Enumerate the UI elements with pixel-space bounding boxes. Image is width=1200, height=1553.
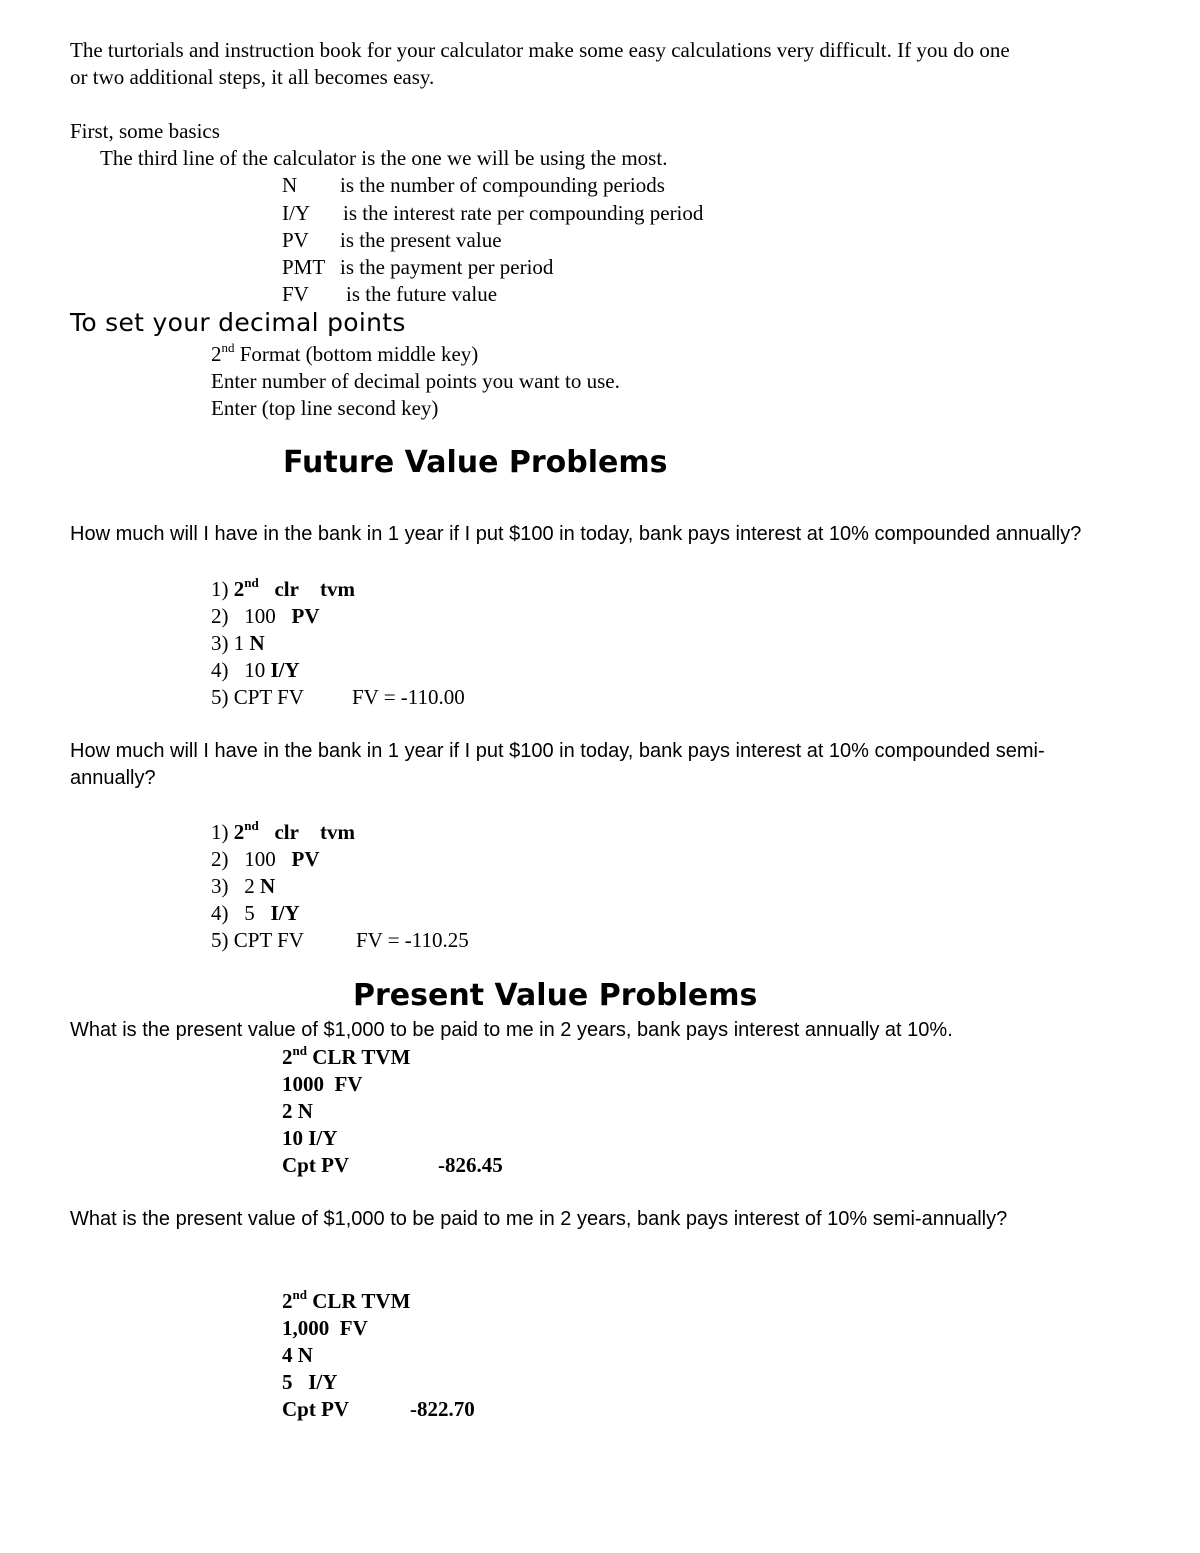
pv2-step-2: 1,000 FV xyxy=(282,1316,368,1340)
fv-section-heading: Future Value Problems xyxy=(283,445,668,480)
fv2-step-2: 2) 100 PV xyxy=(211,847,320,871)
definition-row xyxy=(282,172,665,199)
fv1-result: FV = -110.00 xyxy=(352,685,465,709)
pv1-step-5: Cpt PV xyxy=(282,1153,350,1177)
fv2-result: FV = -110.25 xyxy=(356,928,469,952)
fv2-step-4: 4) 5 I/Y xyxy=(211,901,300,925)
fv1-step-4: 4) 10 I/Y xyxy=(211,658,300,682)
fv-problem-2-question: How much will I have in the bank in 1 year if I put $100 in today, bank pays interest at 10% compounded semi-annually? xyxy=(70,740,1045,789)
pv-problem-2-question: What is the present value of $1,000 to be paid to me in 2 years, bank pays interest of 10% semi-annually? xyxy=(70,1208,1008,1230)
definition-key: PMT xyxy=(282,255,326,279)
definition-key: FV xyxy=(282,282,309,306)
decimal-step-3: Enter (top line second key) xyxy=(211,396,439,420)
fv2-step-1: 1) 2nd clr tvm xyxy=(211,818,355,844)
intro-line-2: or two additional steps, it all becomes easy. xyxy=(70,65,435,89)
pv2-step-3: 4 N xyxy=(282,1343,313,1367)
pv2-result: -822.70 xyxy=(410,1397,475,1421)
definition-row xyxy=(282,200,703,227)
pv1-step-3: 2 N xyxy=(282,1099,313,1123)
definition-row xyxy=(282,254,553,281)
pv2-step-1: 2nd CLR TVM xyxy=(282,1287,411,1313)
decimal-step-2: Enter number of decimal points you want to use. xyxy=(211,369,620,393)
pv1-result: -826.45 xyxy=(438,1153,503,1177)
pv1-step-4: 10 I/Y xyxy=(282,1126,338,1150)
pv2-step-5: Cpt PV xyxy=(282,1397,350,1421)
definition-desc: is the payment per period xyxy=(340,255,554,279)
definition-desc: is the future value xyxy=(346,282,498,306)
fv1-step-2: 2) 100 PV xyxy=(211,604,320,628)
definition-desc: is the present value xyxy=(340,228,502,252)
definition-desc: is the number of compounding periods xyxy=(340,173,665,197)
pv-section-heading: Present Value Problems xyxy=(353,978,758,1013)
decimal-heading: To set your decimal points xyxy=(70,308,406,337)
pv1-step-2: 1000 FV xyxy=(282,1072,363,1096)
decimal-step-1: 2nd Format (bottom middle key) xyxy=(211,340,479,366)
intro-paragraph xyxy=(70,37,1150,91)
fv-problem-1-question: How much will I have in the bank in 1 year if I put $100 in today, bank pays interest at 10% compounded annually? xyxy=(70,523,1082,545)
basics-title: First, some basics xyxy=(70,119,220,143)
pv-problem-1-question: What is the present value of $1,000 to be paid to me in 2 years, bank pays interest annually at 10%. xyxy=(70,1019,953,1041)
fv2-step-3: 3) 2 N xyxy=(211,874,276,898)
fv1-step-1: 1) 2nd clr tvm xyxy=(211,575,355,601)
basics-subtitle: The third line of the calculator is the one we will be using the most. xyxy=(100,146,668,170)
pv1-step-1: 2nd CLR TVM xyxy=(282,1043,411,1069)
pv2-step-4: 5 I/Y xyxy=(282,1370,338,1394)
definition-row xyxy=(282,227,502,254)
fv1-step-3: 3) 1 N xyxy=(211,631,265,655)
fv2-step-5: 5) CPT FV xyxy=(211,928,304,952)
fv1-step-5: 5) CPT FV xyxy=(211,685,304,709)
definition-key: I/Y xyxy=(282,201,310,225)
definition-desc: is the interest rate per compounding period xyxy=(343,201,704,225)
definition-row xyxy=(282,281,497,308)
definition-key: PV xyxy=(282,228,309,252)
intro-line-1: The turtorials and instruction book for your calculator make some easy calculations very difficult. If you do one xyxy=(70,38,1010,62)
definition-key: N xyxy=(282,173,298,197)
